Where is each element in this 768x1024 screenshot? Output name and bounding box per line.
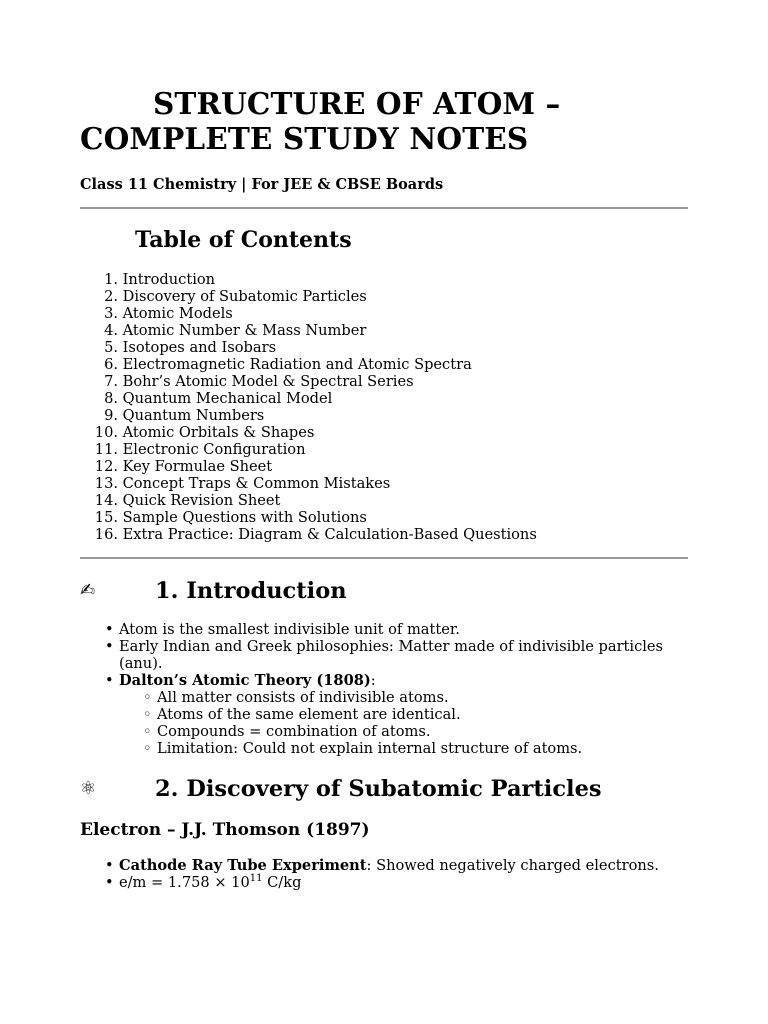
- electron-heading: Electron – J.J. Thomson (1897): [80, 820, 370, 840]
- toc-item: [80, 424, 537, 441]
- section-title: 1. Introduction: [155, 578, 347, 604]
- toc-item-number: 14.: [94, 492, 118, 509]
- toc-item-label: Atomic Models: [122, 305, 233, 322]
- toc-item-number: 1.: [104, 271, 118, 288]
- toc-item-label: Isotopes and Isobars: [122, 339, 277, 356]
- toc-item: [80, 407, 537, 424]
- toc-item-number: 10.: [94, 424, 118, 441]
- toc-item-label: Electronic Configuration: [122, 441, 306, 458]
- sub-list-item: ◦ Limitation: Could not explain internal structure of atoms.: [143, 740, 583, 757]
- toc-item-number: 15.: [94, 509, 118, 526]
- toc-item: [80, 271, 537, 288]
- list-item: • Cathode Ray Tube Experiment: Showed negatively charged electrons.: [105, 857, 659, 874]
- toc-item-number: 9.: [104, 407, 118, 424]
- sub-list-item: ◦ Compounds = combination of atoms.: [143, 723, 431, 740]
- toc-item-number: 13.: [94, 475, 118, 492]
- toc-item: [80, 356, 537, 373]
- divider: [80, 557, 688, 559]
- toc-item-label: Quantum Numbers: [122, 407, 265, 424]
- toc-item: [80, 458, 537, 475]
- toc-item-label: Concept Traps & Common Mistakes: [122, 475, 391, 492]
- section-subatomic-header: [80, 774, 688, 804]
- toc-item-label: Bohr’s Atomic Model & Spectral Series: [122, 373, 414, 390]
- bold-term: Cathode Ray Tube Experiment: [119, 857, 367, 874]
- introduction-list: [80, 621, 688, 757]
- sub-list-item: ◦ All matter consists of indivisible atoms.: [143, 689, 449, 706]
- toc-item-label: Electromagnetic Radiation and Atomic Spectra: [122, 356, 472, 373]
- toc-item: [80, 492, 537, 509]
- toc-item: [80, 339, 537, 356]
- toc-item: [80, 509, 537, 526]
- toc-item: [80, 305, 537, 322]
- toc-list: [80, 271, 537, 543]
- toc-item-number: 7.: [104, 373, 118, 390]
- toc-item-label: Key Formulae Sheet: [122, 458, 273, 475]
- list-item: • Dalton’s Atomic Theory (1808):: [105, 672, 376, 689]
- document-title: STRUCTURE OF ATOM – COMPLETE STUDY NOTES: [80, 86, 561, 156]
- toc-item: [80, 441, 537, 458]
- list-item: • Atom is the smallest indivisible unit of matter.: [105, 621, 460, 638]
- toc-item-number: 5.: [104, 339, 118, 356]
- toc-item-label: Quick Revision Sheet: [122, 492, 281, 509]
- toc-item-label: Atomic Number & Mass Number: [122, 322, 367, 339]
- toc-item-number: 3.: [104, 305, 118, 322]
- toc-item-number: 2.: [104, 288, 118, 305]
- toc-item-label: Sample Questions with Solutions: [122, 509, 367, 526]
- section-introduction-header: [80, 576, 688, 606]
- list-item: • $e/m = 1.758 \times 10^{11}$ C/kg: [105, 873, 302, 891]
- toc-item: [80, 288, 537, 305]
- toc-item-number: 4.: [104, 322, 118, 339]
- toc-item: [80, 475, 537, 492]
- bold-term: Dalton’s Atomic Theory (1808): [119, 672, 371, 689]
- toc-item: [80, 526, 537, 543]
- atom-icon: ⚛: [80, 778, 97, 799]
- toc-item: [80, 322, 537, 339]
- toc-item-number: 6.: [104, 356, 118, 373]
- toc-item-label: Atomic Orbitals & Shapes: [122, 424, 315, 441]
- toc-item-label: Discovery of Subatomic Particles: [122, 288, 367, 305]
- electron-list: [80, 857, 688, 891]
- toc-item-label: Extra Practice: Diagram & Calculation-Based Questions: [122, 526, 537, 543]
- writing-hand-icon: ✍: [80, 580, 96, 601]
- section-title: 2. Discovery of Subatomic Particles: [155, 776, 602, 802]
- divider: [80, 207, 688, 209]
- toc-item-number: 11.: [94, 441, 118, 458]
- toc-item: [80, 390, 537, 407]
- list-item: • Early Indian and Greek philosophies: Matter made of indivisible particles (anu).: [105, 638, 664, 672]
- toc-item-number: 8.: [104, 390, 118, 407]
- toc-item-number: 12.: [94, 458, 118, 475]
- document-subtitle: Class 11 Chemistry | For JEE & CBSE Boards: [80, 176, 444, 193]
- sub-list-item: ◦ Atoms of the same element are identical.: [143, 706, 461, 723]
- toc-item-number: 16.: [94, 526, 118, 543]
- toc-heading: Table of Contents: [135, 227, 352, 253]
- toc-item-label: Quantum Mechanical Model: [122, 390, 333, 407]
- toc-item-label: Introduction: [122, 271, 216, 288]
- toc-item: [80, 373, 537, 390]
